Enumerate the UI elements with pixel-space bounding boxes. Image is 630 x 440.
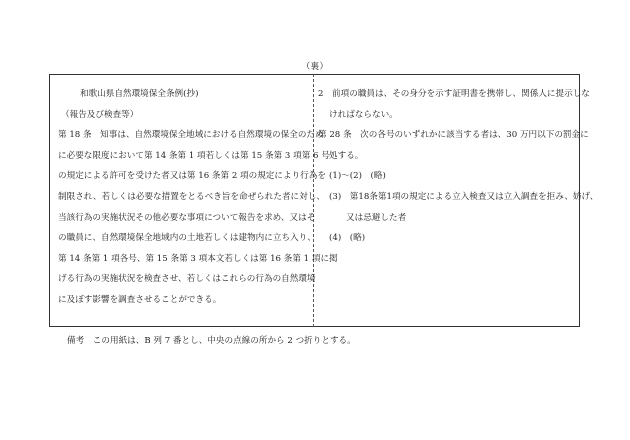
paragraph-2-line: 2 前項の職員は、その身分を示す証明書を携帯し、関係人に提示しな xyxy=(318,89,590,99)
page-heading: （裏） xyxy=(301,62,329,72)
article-18-line: 当該行為の実施状況その他必要な事項について報告を求め、又はそ xyxy=(58,212,316,223)
article-18-line: 制限され、若しくは必要な措置をとるべき旨を命ぜられた者に対し、 xyxy=(58,191,325,202)
article-18-line: げる行為の実施状況を検査させ、若しくはこれらの行為の自然環境 xyxy=(58,274,316,285)
article-18-line: の規定による許可を受けた者又は第 16 条第 2 項の規定により行為を xyxy=(58,171,326,182)
article-28-item-4: (4) (略) xyxy=(329,233,366,244)
article-18-line: に及ぼす影響を調査させることができる。 xyxy=(58,294,222,305)
remarks-note: 備考 この用紙は、B 列 7 番とし、中央の点線の所から 2 つ折りとする。 xyxy=(67,336,356,346)
article-caption: （報告及び検査等） xyxy=(61,109,139,120)
ordinance-title: 和歌山県自然環境保全条例(抄) xyxy=(80,89,199,99)
article-18-line: 第 14 条第 1 項各号、第 15 条第 3 項本文若しくは第 16 条第 1 項に掲 xyxy=(58,253,338,264)
article-28-item-3-cont: 又は忌避した者 xyxy=(346,212,407,223)
article-28-item-3: (3) 第18条第1項の規定による立入検査又は立入調査を拒み、妨げ、 xyxy=(329,191,599,202)
right-column-ordinance-excerpt xyxy=(318,84,599,249)
article-18-line: 第 18 条 知事は、自然環境保全地域における自然環境の保全のため xyxy=(58,130,324,141)
article-28-item-1-2: (1)～(2) (略) xyxy=(329,171,386,182)
article-28-line: 第 28 条 次の各号のいずれかに該当する者は、30 万円以下の罰金に xyxy=(318,130,589,141)
left-column-ordinance-excerpt xyxy=(58,84,338,311)
article-28-line: 処する。 xyxy=(329,150,364,161)
paragraph-2-line: ければならない。 xyxy=(329,109,398,120)
article-18-line: の職員に、自然環境保全地域内の土地若しくは建物内に立ち入り、 xyxy=(58,233,316,244)
article-18-line: に必要な限度において第 14 条第 1 項若しくは第 15 条第 3 項第 6 号 xyxy=(58,150,330,161)
